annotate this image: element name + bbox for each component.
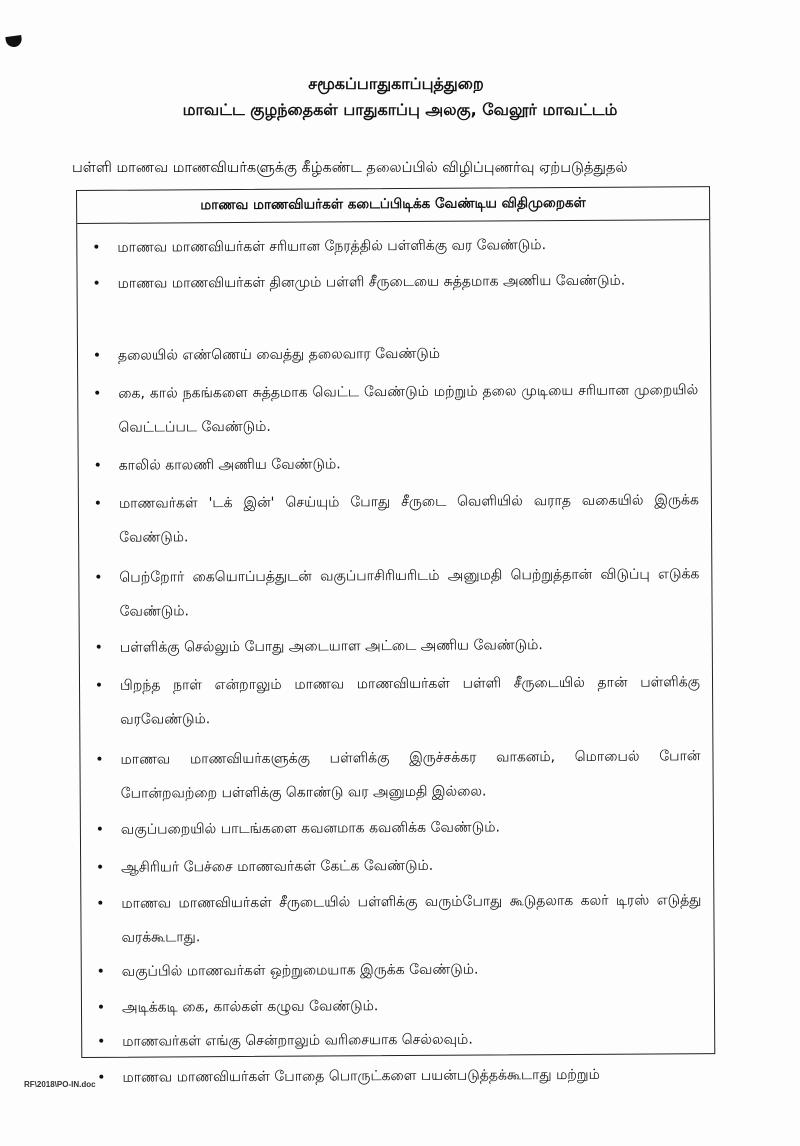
rules-box	[76, 186, 715, 1086]
rule-text: வகுப்பில் மாணவர்கள் ஒற்றுமையாக இருக்க வேண்டும்.	[121, 961, 479, 980]
rule-text: ஆசிரியர் பேச்சை மாணவர்கள் கேட்க வேண்டும்.	[121, 857, 434, 876]
rule-item	[91, 847, 701, 885]
rule-text: அடிக்கடி கை, கால்கள் கழுவ வேண்டும்.	[121, 998, 379, 1016]
bullet-icon: •	[96, 963, 105, 980]
rule-item	[89, 483, 699, 555]
rule-item	[92, 987, 702, 1025]
rule-text: மாணவ மாணவியர்கள் தினமும் பள்ளி சீருடையை சுத்தமாக அணிய வேண்டும்.	[117, 272, 626, 292]
rule-item	[91, 883, 701, 955]
rule-item	[87, 263, 697, 301]
bullet-icon: •	[93, 457, 102, 474]
scan-mark	[5, 35, 22, 48]
rule-text: மாணவ மாணவியர்களுக்கு பள்ளிக்கு இருச்சக்கர வாகனம், மொபைல் போன் போன்றவற்றை பள்ளிக்கு கொண்டு வர அனுமதி இல்லை.	[120, 748, 701, 802]
rule-text: மாணவர்கள் எங்கு சென்றாலும் வரிசையாக செல்லவும்.	[122, 1031, 473, 1050]
bullet-icon: •	[94, 677, 104, 694]
rule-item	[88, 335, 698, 373]
rule-text: மாணவ மாணவியர்கள் சீருடையில் பள்ளிக்கு வரும்போது கூடுதலாக கலர் டிரஸ் எடுத்து வரக்கூடாது.	[121, 892, 702, 946]
bullet-icon: •	[97, 1069, 106, 1086]
rule-item	[91, 809, 701, 847]
rule-text: வகுப்பறையில் பாடங்களை கவனமாக கவனிக்க வேண்டும்.	[120, 819, 500, 838]
bullet-icon: •	[94, 639, 103, 656]
rule-text: மாணவ மாணவியர்கள் சரியான நேரத்தில் பள்ளிக்கு வர வேண்டும்.	[117, 237, 547, 256]
rule-text: காலில் காலணி அணிய வேண்டும்.	[118, 456, 341, 474]
rule-item	[89, 557, 699, 629]
rule-item	[90, 627, 700, 665]
rules-box-title: மாணவ மாணவியர்கள் கடைப்பிடிக்க வேண்டிய விதிமுறைகள்	[77, 187, 709, 224]
rule-item	[92, 951, 702, 989]
rule-item	[89, 445, 699, 483]
bullet-icon: •	[97, 1033, 106, 1050]
rule-item	[92, 1057, 702, 1095]
file-reference: RF\2018\PO-IN.doc	[24, 1080, 96, 1089]
bullet-icon: •	[93, 495, 103, 512]
bullet-icon: •	[94, 569, 103, 586]
bullet-icon: •	[92, 347, 102, 364]
rule-item	[90, 665, 700, 737]
rule-text: பிறந்த நாள் என்றாலும் மாணவ மாணவியர்கள் பள்ளி சீருடையில் தான் பள்ளிக்கு வரவேண்டும்.	[119, 674, 701, 728]
bullet-icon: •	[96, 999, 106, 1016]
bullet-icon: •	[92, 275, 101, 292]
rule-item	[90, 739, 700, 811]
department-title: சமூகப்பாதுகாப்புத்துறை	[308, 74, 484, 93]
rule-text: பள்ளிக்கு செல்லும் போது அடையாள அட்டை அணிய வேண்டும்.	[119, 637, 543, 656]
bullet-icon: •	[92, 239, 101, 256]
rule-item	[88, 373, 698, 445]
bullet-icon: •	[95, 821, 105, 838]
bullet-icon: •	[95, 751, 104, 768]
bullet-icon: •	[93, 385, 102, 402]
rule-text: கை, கால் நகங்களை சுத்தமாக வெட்ட வேண்டும் மற்றும் தலை முடியை சரியான முறையில் வெட்டப்பட வேண்டும்.	[118, 382, 699, 436]
bullet-icon: •	[95, 859, 105, 876]
intro-line: பள்ளி மாணவ மாணவியர்களுக்கு கீழ்கண்ட தலைப்பில் விழிப்புணர்வு ஏற்படுத்துதல்	[72, 160, 628, 176]
bullet-icon: •	[96, 895, 105, 912]
unit-title: மாவட்ட குழந்தைகள் பாதுகாப்பு அலகு, வேலூர் மாவட்டம்	[182, 100, 618, 119]
rule-text: பெற்றோர் கையொப்பத்துடன் வகுப்பாசிரியரிடம் அனுமதி பெற்றுத்தான் விடுப்பு எடுக்க வேண்டும்.	[119, 566, 700, 620]
rules-list	[77, 223, 709, 1086]
rule-item	[87, 227, 697, 265]
rule-text: மாணவ மாணவியர்கள் போதை பொருட்களை பயன்படுத்தக்கூடாது மற்றும்	[122, 1066, 600, 1086]
rule-text: மாணவர்கள் 'டக் இன்' செய்யும் போது சீருடை வெளியில் வராத வகையில் இருக்க வேண்டும்.	[118, 492, 699, 546]
rule-item	[92, 1021, 702, 1059]
rule-text: தலையில் எண்ணெய் வைத்து தலைவார வேண்டும்	[117, 345, 441, 364]
